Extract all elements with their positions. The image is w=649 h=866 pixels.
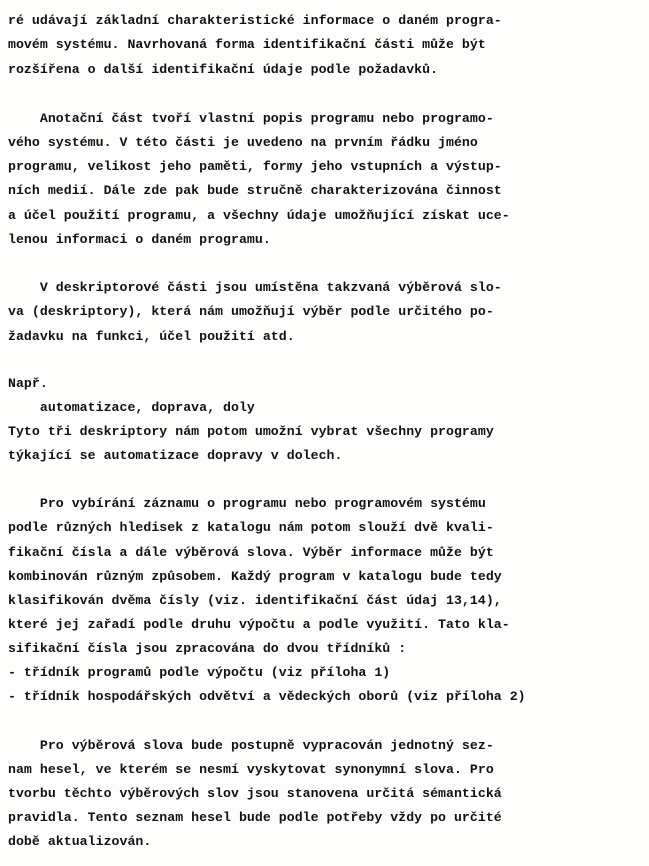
list-item: - třídník programů podle výpočtu (viz příloha 1) — [8, 665, 391, 680]
text-line: fikační čísla a dále výběrová slova. Výběr informace může být — [8, 545, 494, 560]
text-line: sifikační čísla jsou zpracována do dvou třídníků : — [8, 641, 407, 656]
text-line: kombinován různým způsobem. Každý program v katalogu bude tedy — [8, 569, 502, 584]
text-line: které jej zařadí podle druhu výpočtu a podle využití. Tato kla- — [8, 617, 510, 632]
text-line: podle různých hledisek z katalogu nám potom slouží dvě kvali- — [8, 520, 494, 535]
text-line: Tyto tři deskriptory nám potom umožní vybrat všechny programy — [8, 424, 494, 439]
text-line: vého systému. V této části je uvedeno na prvním řádku jméno — [8, 135, 478, 150]
text-line: a účel použití programu, a všechny údaje umožňující získat uce- — [8, 208, 510, 223]
text-line: Anotační část tvoří vlastní popis programu nebo programo- — [8, 111, 494, 126]
text-line: ních medií. Dále zde pak bude stručně charakterizována činnost — [8, 183, 502, 198]
text-line: lenou informaci o daném programu. — [8, 232, 271, 247]
text-line: V deskriptorové části jsou umístěna takzvaná výběrová slo- — [8, 280, 502, 295]
list-item: - třídník hospodářských odvětví a vědeckých oborů (viz příloha 2) — [8, 689, 526, 704]
text-line: Pro vybírání záznamu o programu nebo programovém systému — [8, 496, 486, 511]
text-line: automatizace, doprava, doly — [8, 400, 255, 415]
text-line: va (deskriptory), která nám umožňují výběr podle určitého po- — [8, 304, 494, 319]
text-line: klasifikován dvěma čísly (viz. identifikační část údaj 13,14), — [8, 593, 502, 608]
text-line: nam hesel, ve kterém se nesmí vyskytovat synonymní slova. Pro — [8, 762, 494, 777]
text-line: době aktualizován. — [8, 834, 152, 849]
text-line: tvorbu těchto výběrových slov jsou stanovena určitá sémantická — [8, 786, 502, 801]
text-line: ré udávají základní charakteristické informace o daném progra- — [8, 13, 502, 28]
text-line: rozšířena o další identifikační údaje podle požadavků. — [8, 62, 439, 77]
text-line: pravidla. Tento seznam hesel bude podle potřeby vždy po určité — [8, 810, 502, 825]
text-line: Pro výběrová slova bude postupně vypracován jednotný sez- — [8, 738, 494, 753]
text-line: týkající se automatizace dopravy v dolech. — [8, 448, 343, 463]
text-line: žadavku na funkci, účel použití atd. — [8, 329, 295, 344]
text-line: Např. — [8, 376, 48, 391]
text-line: movém systému. Navrhovaná forma identifikační části může být — [8, 37, 486, 52]
text-line: programu, velikost jeho paměti, formy jeho vstupních a výstup- — [8, 159, 502, 174]
